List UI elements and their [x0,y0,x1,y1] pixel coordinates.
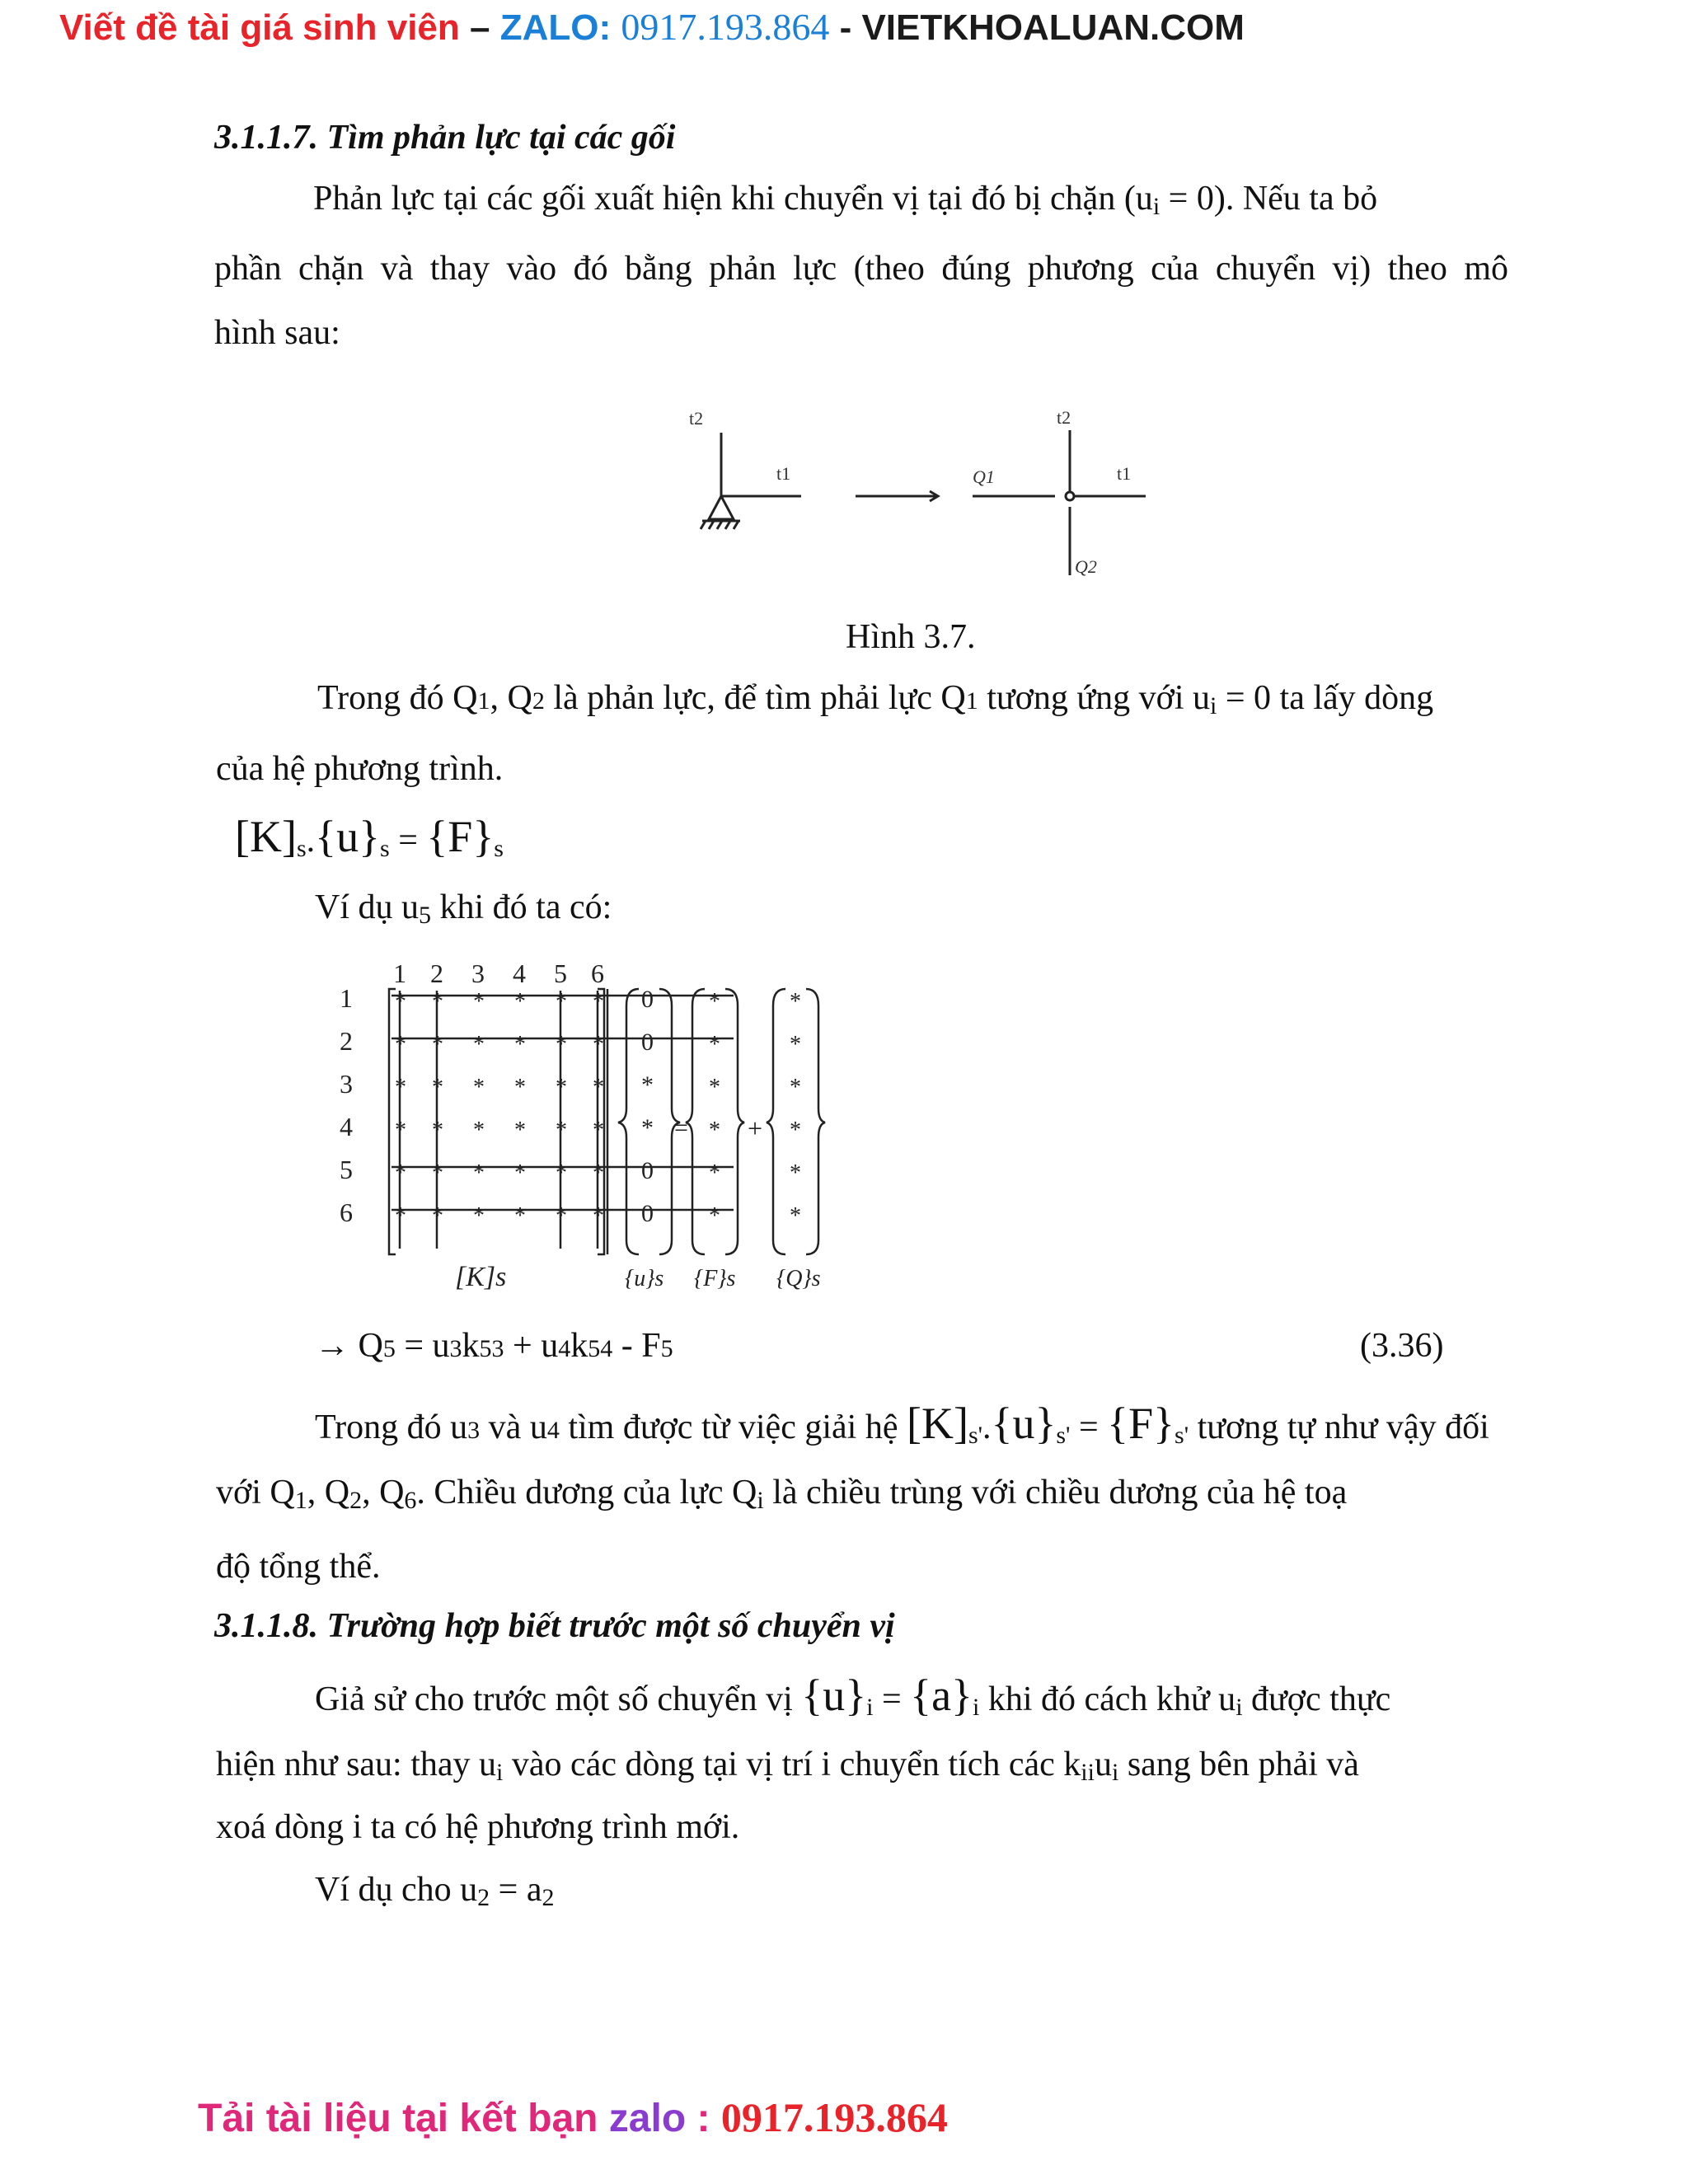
matrix-row-number: 3 [340,1069,353,1099]
paragraph-line: hiện như sau: thay $u_i$ vào các dòng tại vị trí i chuyển tích các $k_{ii}u_i$ sang bên phải và [216,1746,1359,1786]
paragraph-line: độ tổng thể. [216,1548,381,1586]
matrix-row-number: 2 [340,1026,353,1056]
vector-q-entry: * [790,1032,801,1057]
paragraph-line: của hệ phương trình. [216,750,504,788]
paragraph-line: phần chặn và thay vào đó bằng phản lực (theo đúng phương của chuyển vị) theo mô [214,250,1508,288]
matrix-entry: * [593,1203,604,1229]
matrix-entry: * [556,1203,567,1229]
matrix-column-number: 5 [554,958,567,988]
matrix-entry: * [432,1203,443,1229]
vector-q-brace [767,989,785,1254]
vector-q-entry: * [790,1075,801,1100]
vector-u-entry: 0 [641,1029,654,1056]
matrix-label-q: {Q}s [776,1266,821,1291]
paragraph-line: Phản lực tại các gối xuất hiện khi chuyển vị tại đó bị chặn $(u_i = 0)$. Nếu ta bỏ [313,180,1378,220]
matrix-label-f: {F}s [694,1266,736,1291]
matrix-entry: * [473,1160,485,1186]
matrix-entry: * [473,1118,485,1143]
matrix-entry: * [473,989,485,1015]
matrix-entry: * [593,1160,604,1186]
matrix-entry: * [473,1203,485,1229]
matrix-entry: * [514,989,526,1015]
matrix-entry: * [432,1160,443,1186]
page-header [59,5,1245,49]
equation-number: (3.36) [1360,1327,1444,1365]
vector-u-entry: 0 [641,986,654,1013]
footer-phone: 0917.193.864 [720,2094,948,2140]
paragraph-line: với $Q_1$, $Q_2$, $Q_6$. Chiều dương của lực $Q_i$ là chiều trùng với chiều dương của hệ toạ [216,1474,1348,1514]
matrix-entry: * [593,1032,604,1057]
matrix-column-number: 3 [471,958,485,988]
matrix-entry: * [593,1118,604,1143]
matrix-label-k: [K]s [455,1262,507,1292]
matrix-column-number: 6 [591,958,604,988]
matrix-entry: * [556,1160,567,1186]
matrix-entry: * [395,1160,406,1186]
header-zalo-phone: 0917.193.864 [621,6,830,48]
matrix-column-number: 4 [513,958,526,988]
matrix-entry: * [395,1032,406,1057]
paragraph-line: Ví dụ $u_5$ khi đó ta có: [315,888,612,929]
vector-u-brace [618,989,639,1254]
matrix-label-u: {u}s [625,1266,664,1291]
matrix-row-number: 1 [340,983,353,1013]
matrix-entry: * [432,1075,443,1100]
matrix-entry: * [514,1075,526,1100]
matrix-entry: * [556,1032,567,1057]
matrix-entry: * [593,989,604,1015]
matrix-row-number: 6 [340,1197,353,1227]
matrix-column-number: 1 [393,958,406,988]
figure-label-t1: t1 [776,463,791,484]
section-heading-3-1-1-8: 3.1.1.8. Trường hợp biết trước một số chuyển vị [214,1607,895,1645]
vector-f-entry: * [709,989,720,1015]
figure-label-t1-right: t1 [1117,463,1132,484]
support-reaction-figure [676,404,1170,593]
stiffness-matrix-figure [313,956,841,1302]
matrix-entry: * [395,1203,406,1229]
matrix-entry: * [556,1118,567,1143]
vector-q-entry: * [790,989,801,1015]
matrix-entry: * [432,989,443,1015]
matrix-entry: * [395,1075,406,1100]
section-heading-3-1-1-7: 3.1.1.7. Tìm phản lực tại các gối [214,119,676,157]
matrix-entry: * [432,1032,443,1057]
footer-colon: : [686,2097,721,2140]
figure-label-q1: Q1 [973,466,995,487]
header-zalo-label: ZALO: [499,7,621,48]
vector-f-entry: * [709,1118,720,1143]
vector-f-brace [686,989,705,1254]
matrix-plus-sign: + [748,1113,763,1143]
header-title: Viết đề tài giá sinh viên [59,7,460,48]
matrix-entry: * [514,1160,526,1186]
vector-q-entry: * [790,1118,801,1143]
matrix-entry: * [473,1032,485,1057]
matrix-entry: * [432,1118,443,1143]
matrix-entry: * [593,1075,604,1100]
figure-caption: Hình 3.7. [846,618,976,656]
matrix-equals-sign: = [674,1114,688,1141]
header-site: - VIETKHOALUAN.COM [829,7,1245,48]
vector-f-entry: * [709,1032,720,1057]
matrix-row-number: 5 [340,1155,353,1184]
matrix-entry: * [514,1203,526,1229]
matrix-entry: * [473,1075,485,1100]
footer-zalo: zalo [608,2097,687,2140]
equation-ku-f: $[K]_s.\{u\}_s = \{F\}_s$ [235,812,504,862]
page-footer [198,2093,948,2141]
matrix-entry: * [395,989,406,1015]
vector-q-entry: * [790,1203,801,1229]
equation-3-36: → Q5 = u3k53 + u4k54 - F5 [315,1327,673,1365]
vector-u-entry: 0 [641,1200,654,1227]
paragraph-line: hình sau: [214,314,340,352]
paragraph-line: Trong đó u3 và u4 tìm được từ việc giải hệ $[K]_{s'}.\{u\}_{s'} = \{F\}_{s'}$ tương tự như vậy đối [315,1399,1489,1449]
paragraph-line: Trong đó Q1, Q2 là phản lực, để tìm phải lực Q1 tương ứng với $u_i = 0$ ta lấy dòng [317,679,1434,719]
vector-u-entry: 0 [641,1157,654,1184]
figure-label-t2: t2 [689,408,704,429]
paragraph-line: xoá dòng i ta có hệ phương trình mới. [216,1808,740,1846]
matrix-entry: * [556,1075,567,1100]
pin-support-icon [709,496,734,519]
matrix-row-number: 4 [340,1112,353,1141]
figure-label-t2-right: t2 [1057,407,1071,428]
matrix-column-number: 2 [430,958,443,988]
vector-q-entry: * [790,1160,801,1186]
matrix-entry: * [514,1032,526,1057]
vector-u-entry: * [641,1114,654,1141]
matrix-entry: * [556,989,567,1015]
released-node-icon [1066,492,1074,500]
vector-f-entry: * [709,1203,720,1229]
footer-text: Tải tài liệu tại kết bạn [198,2097,609,2140]
figure-label-q2: Q2 [1075,556,1097,577]
paragraph-line: Giả sử cho trước một số chuyển vị $\{u\}_i = \{a\}_i$ khi đó cách khử $u_i$ được thực [315,1671,1391,1721]
vector-u-entry: * [641,1071,654,1099]
vector-f-entry: * [709,1075,720,1100]
paragraph-line: Ví dụ cho $u_2 = a_2$ [315,1871,555,1911]
vector-f-entry: * [709,1160,720,1186]
header-dash: – [459,7,500,48]
matrix-entry: * [514,1118,526,1143]
matrix-entry: * [395,1118,406,1143]
